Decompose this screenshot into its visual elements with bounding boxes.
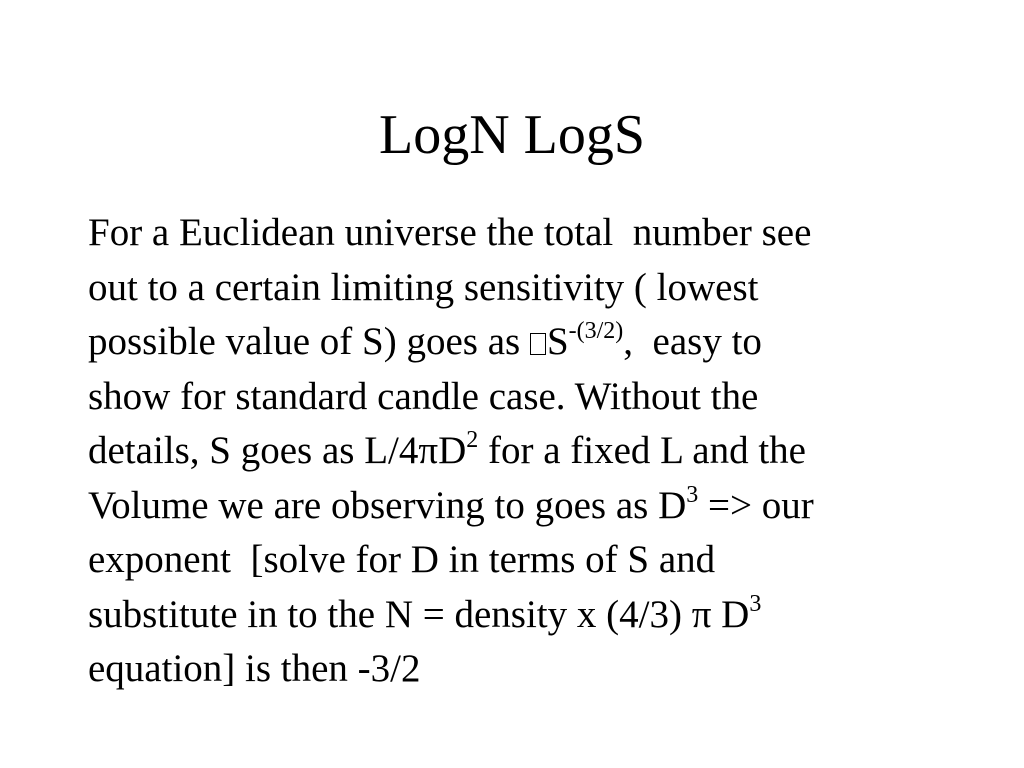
body-line-3: possible value of S) goes as $S^{-(3/2)}$, easy to (88, 318, 762, 363)
exponent-superscript: -(3/2) (568, 318, 624, 344)
exponent-superscript: 3 (686, 481, 699, 508)
body-line-5: details, S goes as $L/4\pi D^2$ for a fixed L and the (88, 427, 806, 472)
body-line-7: exponent [solve for D in terms of S and (88, 538, 716, 581)
exponent-superscript: 3 (749, 590, 762, 617)
body-line-6: Volume we are observing to goes as $D^3$ => our (88, 481, 814, 527)
body-line-4: show for standard candle case. Without the (88, 374, 759, 418)
slide-body-text (88, 206, 968, 697)
body-line-9: equation] is then -3/2 (88, 647, 421, 690)
slide-title: LogN LogS (379, 104, 645, 166)
missing-glyph-icon (530, 333, 546, 355)
body-line-8: substitute in to the N = density x (4/3) π $D^3$ (88, 590, 762, 636)
body-line-2: out to a certain limiting sensitivity ( lowest (88, 265, 759, 309)
exponent-superscript: 2 (466, 427, 479, 453)
body-line-1: For a Euclidean universe the total number see (88, 211, 812, 254)
